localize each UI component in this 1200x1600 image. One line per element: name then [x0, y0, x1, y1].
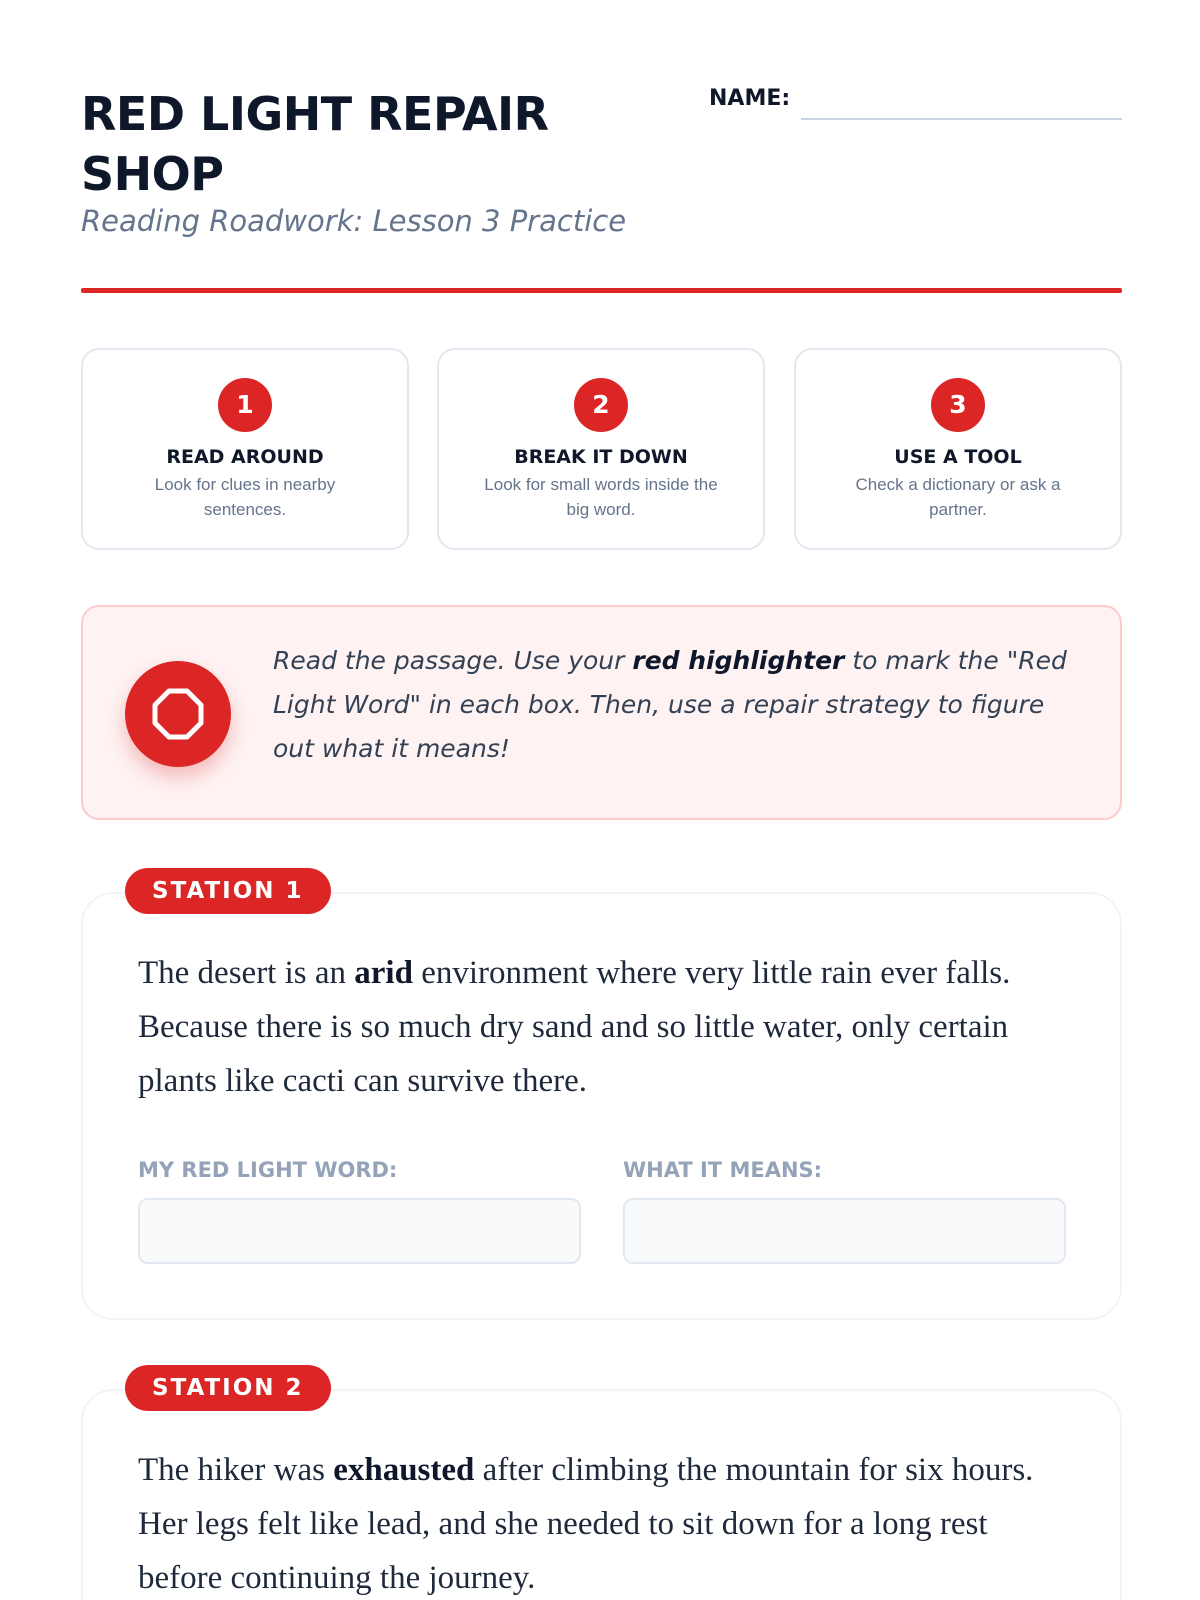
- header-divider: [81, 288, 1122, 293]
- strategy-description: Look for small words inside the big word.: [484, 475, 718, 519]
- worksheet-header: [81, 84, 1122, 294]
- strategy-title: READ AROUND: [166, 446, 324, 468]
- meaning-field[interactable]: [623, 1198, 1066, 1264]
- stop-octagon-icon: [125, 661, 231, 767]
- strategy-title: USE A TOOL: [894, 446, 1022, 468]
- instructions-panel: [81, 605, 1122, 820]
- step-number-badge: 2: [574, 378, 628, 432]
- step-number-badge: 1: [218, 378, 272, 432]
- red-light-word: exhausted: [333, 1452, 475, 1488]
- page-subtitle: Reading Roadwork: Lesson 3 Practice: [81, 204, 627, 238]
- step-number-badge: 3: [931, 378, 985, 432]
- name-input-line[interactable]: [801, 118, 1122, 120]
- station-card-1: [81, 878, 1122, 1320]
- instructions-text: Read the passage. Use your red highlighter to mark the "Red Light Word" in each box. Then, use a repair strategy to figure out what it means!: [273, 646, 1067, 763]
- strategy-card-read-around: [81, 348, 409, 550]
- station-label: STATION 1: [125, 868, 331, 914]
- station-card-2: [81, 1375, 1122, 1600]
- instructions-emphasis: red highlighter: [632, 646, 845, 675]
- strategy-card-use-a-tool: [794, 348, 1122, 550]
- station-label: STATION 2: [125, 1365, 331, 1411]
- passage-text: The desert is an arid environment where very little rain ever falls. Because there is so much dry sand and so little water, only certain plants like cacti can survive there.: [138, 955, 1011, 1099]
- page-title: RED LIGHT REPAIR SHOP: [81, 87, 549, 201]
- red-light-word: arid: [354, 955, 413, 991]
- strategy-card-break-it-down: [437, 348, 765, 550]
- red-light-word-label: MY RED LIGHT WORD:: [138, 1158, 398, 1182]
- strategy-description: Look for clues in nearby sentences.: [154, 475, 336, 519]
- strategy-description: Check a dictionary or ask a partner.: [855, 475, 1061, 519]
- strategy-title: BREAK IT DOWN: [514, 446, 688, 468]
- passage-text: The hiker was exhausted after climbing the mountain for six hours. Her legs felt like lead, and she needed to sit down for a long rest before continuing the journey.: [138, 1452, 1034, 1596]
- red-light-word-field[interactable]: [138, 1198, 581, 1264]
- meaning-label: WHAT IT MEANS:: [623, 1158, 823, 1182]
- name-label: NAME:: [709, 86, 791, 111]
